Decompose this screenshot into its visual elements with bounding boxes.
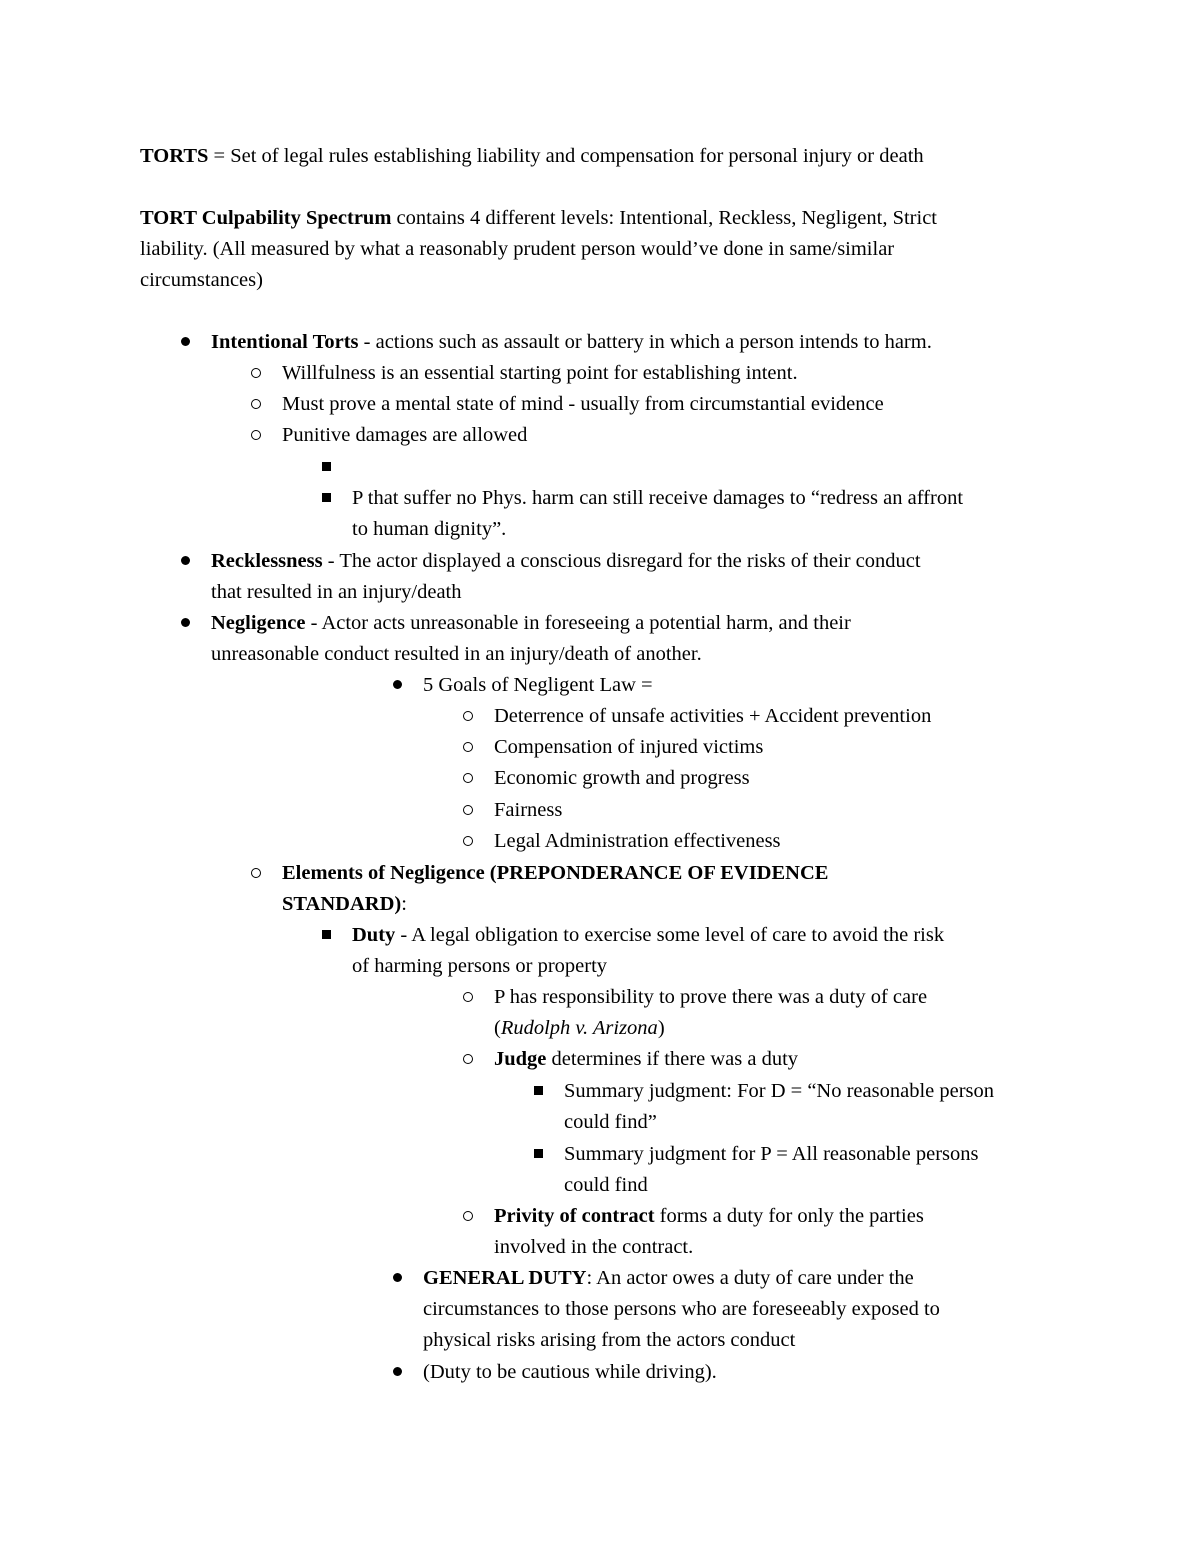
negligence-term: Negligence (211, 612, 306, 634)
summary-judgment-d-1: Summary judgment: For D = “No reasonable person (564, 1080, 995, 1102)
general-duty-item (423, 1263, 914, 1294)
elements-heading-2 (282, 889, 407, 920)
elements-heading-text-2: STANDARD) (282, 893, 402, 915)
case-close-paren: ) (657, 1017, 665, 1039)
spectrum-term: TORT Culpability Spectrum (140, 207, 392, 229)
recklessness-line-2: that resulted in an injury/death (211, 581, 462, 603)
goal-item: Legal Administration effectiveness (494, 830, 781, 852)
driving-item: (Duty to be cautious while driving). (423, 1361, 717, 1383)
bullet-circle-icon (458, 795, 478, 826)
goal-item: Economic growth and progress (494, 767, 750, 789)
torts-definition-text: = Set of legal rules establishing liability and compensation for personal injury or death (208, 145, 924, 167)
torts-term: TORTS (140, 145, 209, 167)
recklessness-item (211, 546, 921, 577)
intentional-sub-2: Must prove a mental state of mind - usually from circumstantial evidence (282, 393, 884, 415)
summary-judgment-p-1: Summary judgment for P = All reasonable persons (564, 1143, 979, 1165)
duty-text-1: - A legal obligation to exercise some level of care to avoid the risk (395, 924, 945, 946)
case-open-paren: ( (494, 1017, 501, 1039)
spectrum-line-2: liability. (All measured by what a reasonably prudent person would’ve done in same/similar (140, 238, 895, 260)
intentional-term: Intentional Torts (211, 331, 359, 353)
general-duty-line-3: physical risks arising from the actors conduct (423, 1329, 796, 1351)
duty-item (352, 920, 944, 951)
intentional-sub-1: Willfulness is an essential starting point for establishing intent. (282, 362, 798, 384)
intentional-torts-item (211, 327, 932, 358)
bullet-circle-icon (458, 763, 478, 794)
bullet-square-icon (316, 920, 336, 951)
recklessness-term: Recklessness (211, 550, 323, 572)
bullet-circle-icon (458, 826, 478, 857)
general-duty-term: GENERAL DUTY (423, 1267, 587, 1289)
bullet-circle-icon (458, 701, 478, 732)
bullet-dot-icon (387, 670, 407, 701)
negligence-text-1: - Actor acts unreasonable in foreseeing a potential harm, and their (305, 612, 851, 634)
negligence-item (211, 608, 851, 639)
privity-item (494, 1201, 924, 1232)
goal-item: Deterrence of unsafe activities + Accident prevention (494, 705, 932, 727)
bullet-dot-icon (175, 608, 195, 639)
elements-heading-text-1: Elements of Negligence (PREPONDERANCE OF EVIDENCE (282, 862, 829, 884)
duty-burden-1: P has responsibility to prove there was a duty of care (494, 986, 928, 1008)
bullet-circle-icon (246, 389, 266, 420)
duty-burden-2 (494, 1013, 665, 1044)
bullet-dot-icon (387, 1357, 407, 1388)
intentional-deep-2: to human dignity”. (352, 518, 507, 540)
elements-heading-1 (282, 858, 828, 889)
spectrum-line-1 (140, 203, 937, 234)
spectrum-line-3: circumstances) (140, 269, 263, 291)
duty-line-2: of harming persons or property (352, 955, 608, 977)
judge-term: Judge (494, 1048, 547, 1070)
intentional-deep-1: P that suffer no Phys. harm can still receive damages to “redress an affront (352, 487, 964, 509)
judge-item (494, 1044, 798, 1075)
privity-term: Privity of contract (494, 1205, 655, 1227)
bullet-circle-icon (246, 420, 266, 451)
goals-heading: 5 Goals of Negligent Law = (423, 674, 653, 696)
recklessness-text-1: - The actor displayed a conscious disregard for the risks of their conduct (322, 550, 921, 572)
intentional-text: - actions such as assault or battery in which a person intends to harm. (358, 331, 932, 353)
privity-text-1: forms a duty for only the parties (654, 1205, 924, 1227)
summary-judgment-p-2: could find (564, 1174, 648, 1196)
privity-line-2: involved in the contract. (494, 1236, 694, 1258)
general-duty-text-1: : An actor owes a duty of care under the (586, 1267, 914, 1289)
goal-item: Fairness (494, 799, 563, 821)
bullet-circle-icon (246, 358, 266, 389)
summary-judgment-d-2: could find” (564, 1111, 657, 1133)
bullet-dot-icon (387, 1263, 407, 1294)
bullet-dot-icon (175, 546, 195, 577)
bullet-circle-icon (458, 1044, 478, 1075)
bullet-square-icon (316, 483, 336, 514)
bullet-square-icon (316, 452, 336, 483)
torts-definition (140, 141, 924, 172)
bullet-dot-icon (175, 327, 195, 358)
negligence-line-2: unreasonable conduct resulted in an injury/death of another. (211, 643, 702, 665)
spectrum-text-1: contains 4 different levels: Intentional, Reckless, Negligent, Strict (391, 207, 937, 229)
bullet-circle-icon (458, 982, 478, 1013)
goal-item: Compensation of injured victims (494, 736, 764, 758)
elements-heading-colon: : (401, 893, 407, 915)
bullet-circle-icon (458, 732, 478, 763)
general-duty-line-2: circumstances to those persons who are foreseeably exposed to (423, 1298, 940, 1320)
bullet-square-icon (528, 1139, 548, 1170)
judge-text: determines if there was a duty (546, 1048, 799, 1070)
bullet-square-icon (528, 1076, 548, 1107)
bullet-circle-icon (246, 858, 266, 889)
case-citation: Rudolph v. Arizona (500, 1017, 658, 1039)
duty-term: Duty (352, 924, 396, 946)
bullet-circle-icon (458, 1201, 478, 1232)
intentional-sub-3: Punitive damages are allowed (282, 424, 528, 446)
